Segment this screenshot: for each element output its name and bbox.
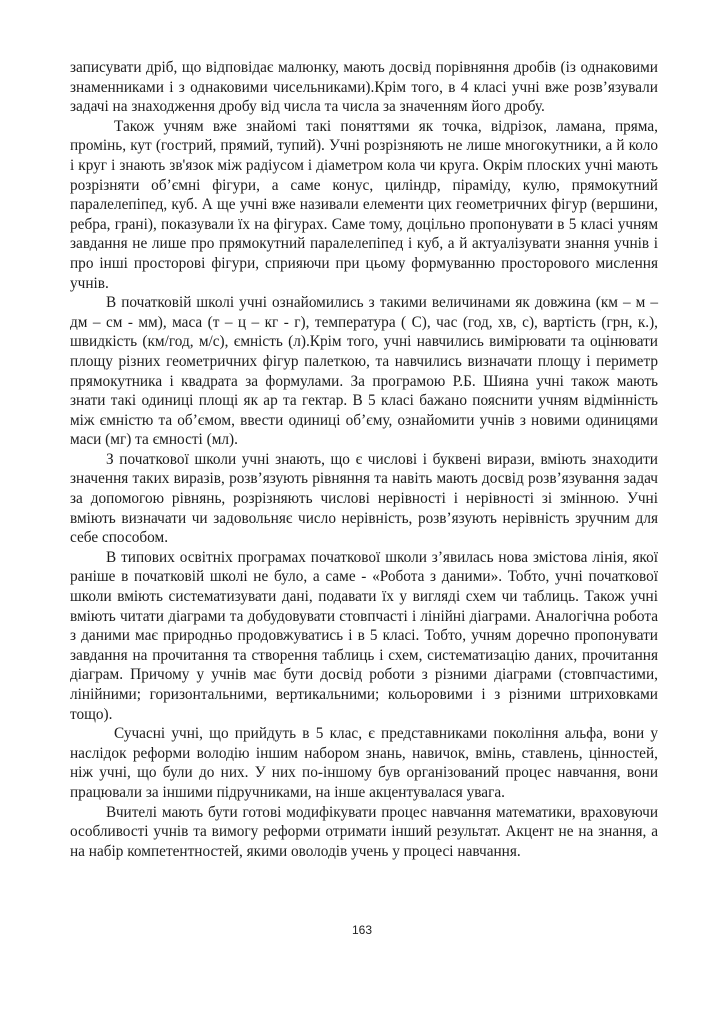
document-body: [70, 58, 658, 861]
paragraph-data-work: В типових освітніх програмах початкової школи з’явилась нова змістова лінія, якої раніше в початковій школі не було, а саме - «Робота з даними». Тобто, учні початкової школи вміють систематизувати дані, подавати їх у вигляді схем чи таблиць. Також учні вміють читати діаграми та добудовувати стовпчасті і лінійні діаграми. Аналогічна робота з даними має природньо продовжуватись і в 5 класі. Тобто, учням доречно пропонувати завдання на прочитання та створення таблиць і схем, систематизацію даних, прочитання діаграм. Причому у учнів має бути досвід роботи з різними діаграми (стовпчастими, лінійними; горизонтальними, вертикальними; кольоровими і з різними штриховками тощо).: [70, 548, 658, 723]
paragraph-quantities: В початковій школі учні ознайомились з такими величинами як довжина (км – м – дм – см - мм), маса (т – ц – кг - г), температура ( С), час (год, хв, с), вартість (грн, к.), швидкість (км/год, м/с), ємність (л).Крім того, учні навчились вимірювати та оцінювати площу різних геометричних фігур палеткою, та навчились визначати площу і периметр прямокутника і квадрата за формулами. За програмою Р.Б. Шияна учні також мають знати такі одиниці площі як ар та гектар. В 5 класі бажано пояснити учням відмінність між ємністю та об’ємом, ввести одиниці об’єму, ознайомити учнів з новими одиницями маси (мг) та ємності (мл).: [70, 294, 658, 449]
paragraph-geometry: Також учням вже знайомі такі поняттями як точка, відрізок, ламана, пряма, промінь, кут (гострий, прямий, тупий). Учні розрізняють не лише многокутники, а й коло і круг і знають зв'язок між радіусом і діаметром кола чи круга. Окрім плоских учні мають розрізняти об’ємні фігури, а саме конус, циліндр, піраміду, кулю, прямокутний паралелепіпед, куб. А ще учні вже називали елементи цих геометричних фігур (вершини, ребра, грані), показували їх на фігурах. Саме тому, доцільно пропонувати в 5 класі учням завдання не лише про прямокутний паралелепіпед і куб, а й актуалізувати знання учнів і про інші просторові фігури, сприяючи при цьому формуванню просторового мислення учнів.: [70, 117, 658, 292]
page-number: 163: [351, 923, 373, 937]
paragraph-alpha-generation: Сучасні учні, що прийдуть в 5 клас, є представниками покоління альфа, вони у наслідок реформи володію іншим набором знань, навичок, вмінь, ставлень, цінностей, ніж учні, що були до них. У них по-іншому був організований процес навчання, вони працювали за іншими підручниками, на інше акцентувалася увага.: [70, 725, 658, 801]
paragraph-teachers: Вчителі мають бути готові модифікувати процес навчання математики, враховуючи особливості учнів та вимогу реформи отримати інший результат. Акцент не на знання, а на набір компетентностей, якими оволодів учень у процесі навчання.: [70, 803, 658, 860]
paragraph-expressions: З початкової школи учні знають, що є числові і буквені вирази, вміють знаходити значення таких виразів, розв’язують рівняння та навіть мають досвід розв’язування задач за допомогою рівнянь, розрізняють числові нерівності і нерівності зі змінною. Учні вміють визначати чи задовольняє число нерівність, розв’язують нерівність зручним для себе способом.: [70, 450, 658, 547]
paragraph-fractions: записувати дріб, що відповідає малюнку, мають досвід порівняння дробів (із однаковими знаменниками і з однаковими чисельниками).Крім того, в 4 класі учні вже розв’язували задачі на знаходження дробу від числа та числа за значенням його дробу.: [70, 59, 658, 116]
